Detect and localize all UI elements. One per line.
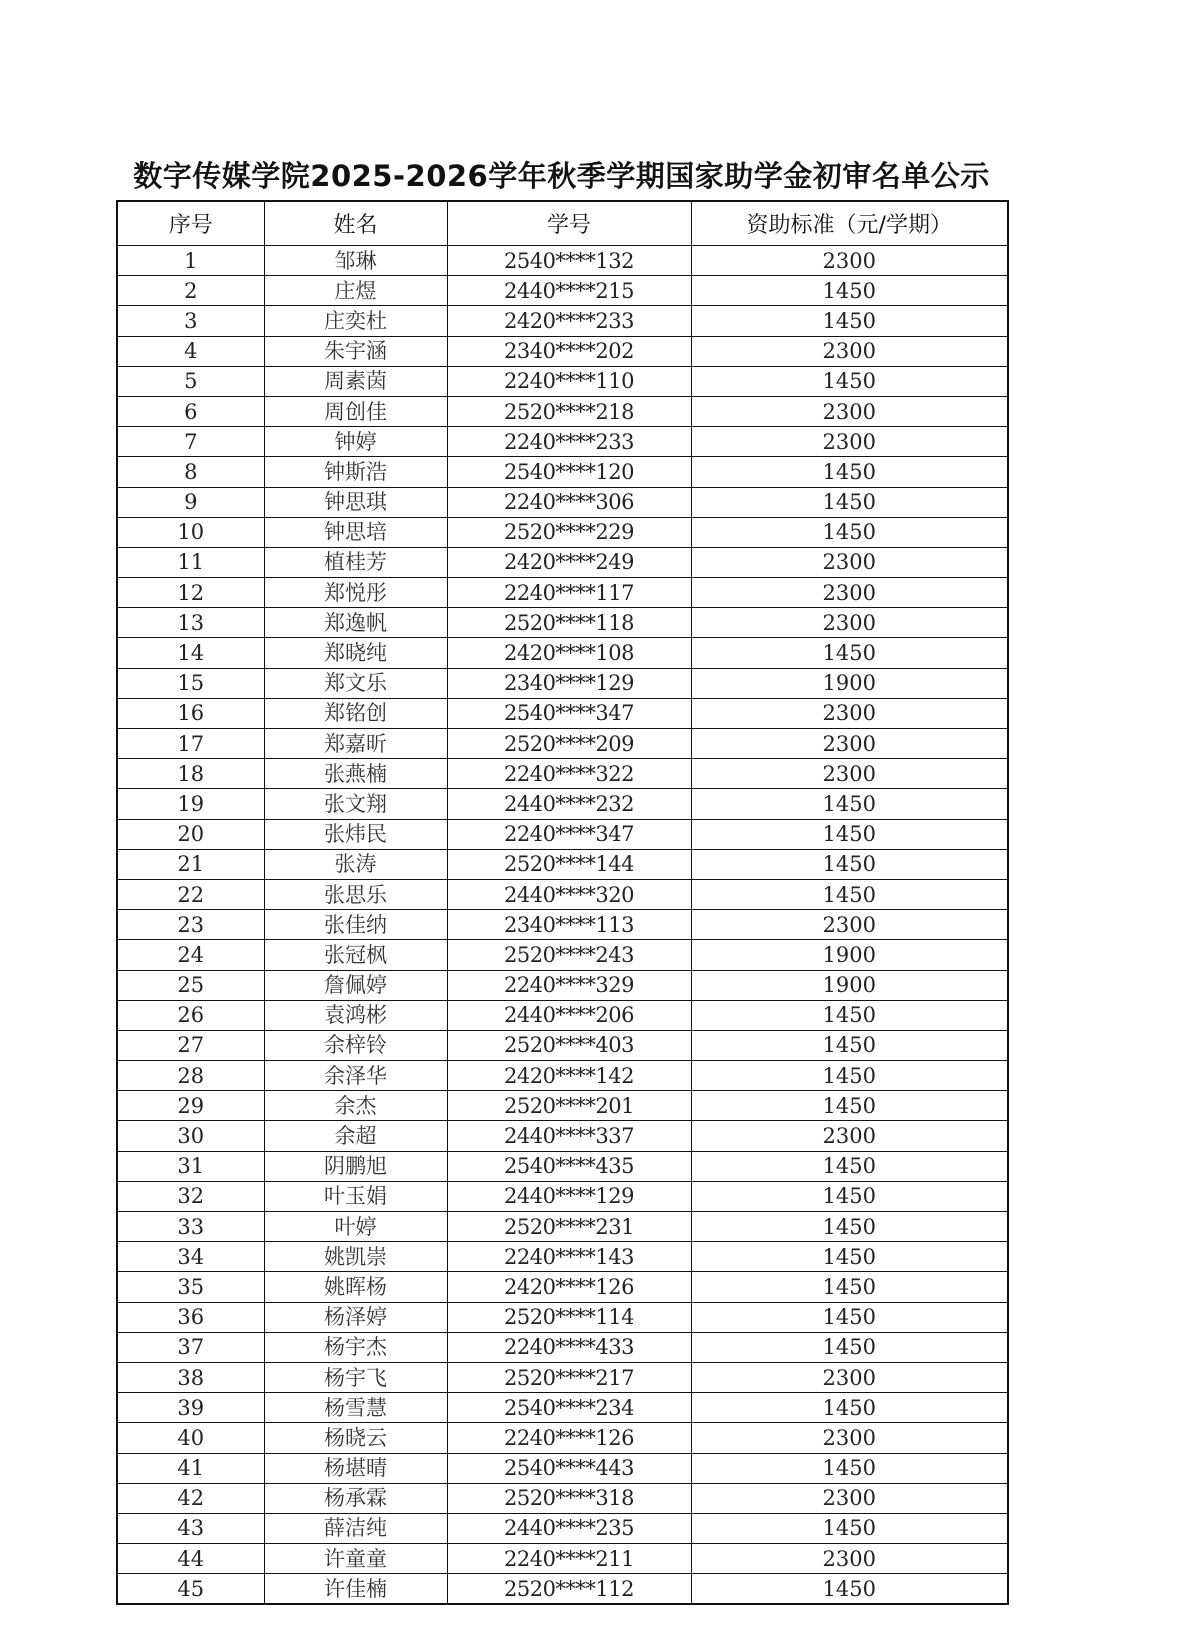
cell-name: 钟思培 [264, 517, 447, 547]
cell-student-id: 2520****318 [447, 1483, 691, 1513]
cell-index: 39 [117, 1393, 264, 1423]
cell-index: 27 [117, 1030, 264, 1060]
table-row [117, 1242, 1008, 1272]
cell-index: 24 [117, 940, 264, 970]
cell-grant-amount: 1450 [691, 1272, 1008, 1302]
cell-name: 詹佩婷 [264, 970, 447, 1000]
cell-index: 35 [117, 1272, 264, 1302]
cell-student-id: 2240****433 [447, 1332, 691, 1362]
cell-grant-amount: 1900 [691, 940, 1008, 970]
cell-name: 余超 [264, 1121, 447, 1151]
cell-name: 邹琳 [264, 246, 447, 276]
table-row [117, 819, 1008, 849]
table-row [117, 1000, 1008, 1030]
table-body [117, 246, 1008, 1605]
cell-grant-amount: 1450 [691, 1332, 1008, 1362]
cell-name: 许佳楠 [264, 1574, 447, 1605]
cell-student-id: 2520****144 [447, 849, 691, 879]
cell-grant-amount: 2300 [691, 336, 1008, 366]
cell-index: 13 [117, 608, 264, 638]
table-row [117, 1513, 1008, 1543]
table-row [117, 427, 1008, 457]
cell-index: 21 [117, 849, 264, 879]
cell-name: 张文翔 [264, 789, 447, 819]
table-row [117, 1061, 1008, 1091]
cell-grant-amount: 1450 [691, 1212, 1008, 1242]
cell-index: 16 [117, 698, 264, 728]
cell-grant-amount: 1450 [691, 1302, 1008, 1332]
cell-grant-amount: 1450 [691, 1000, 1008, 1030]
cell-index: 45 [117, 1574, 264, 1605]
cell-index: 44 [117, 1544, 264, 1574]
cell-name: 钟婷 [264, 427, 447, 457]
table-row [117, 366, 1008, 396]
cell-student-id: 2440****320 [447, 879, 691, 909]
cell-student-id: 2240****233 [447, 427, 691, 457]
cell-student-id: 2340****113 [447, 910, 691, 940]
cell-name: 叶婷 [264, 1212, 447, 1242]
table-row [117, 246, 1008, 276]
header-index: 序号 [117, 201, 264, 246]
cell-name: 庄煜 [264, 276, 447, 306]
cell-name: 杨雪慧 [264, 1393, 447, 1423]
table-row [117, 1544, 1008, 1574]
header-row [117, 201, 1008, 246]
cell-student-id: 2340****202 [447, 336, 691, 366]
cell-name: 杨宇杰 [264, 1332, 447, 1362]
cell-grant-amount: 2300 [691, 698, 1008, 728]
table-row [117, 1212, 1008, 1242]
cell-grant-amount: 1450 [691, 1393, 1008, 1423]
cell-index: 38 [117, 1362, 264, 1392]
cell-name: 郑文乐 [264, 668, 447, 698]
cell-name: 袁鸿彬 [264, 1000, 447, 1030]
cell-student-id: 2240****329 [447, 970, 691, 1000]
cell-index: 4 [117, 336, 264, 366]
cell-student-id: 2520****218 [447, 396, 691, 426]
cell-student-id: 2540****234 [447, 1393, 691, 1423]
table-row [117, 1453, 1008, 1483]
cell-name: 叶玉娟 [264, 1181, 447, 1211]
cell-grant-amount: 1450 [691, 638, 1008, 668]
cell-index: 12 [117, 578, 264, 608]
cell-grant-amount: 2300 [691, 1121, 1008, 1151]
cell-name: 张涛 [264, 849, 447, 879]
cell-student-id: 2240****117 [447, 578, 691, 608]
cell-student-id: 2440****129 [447, 1181, 691, 1211]
cell-index: 9 [117, 487, 264, 517]
table-row [117, 970, 1008, 1000]
cell-student-id: 2540****443 [447, 1453, 691, 1483]
table-row [117, 698, 1008, 728]
cell-grant-amount: 1450 [691, 1151, 1008, 1181]
cell-name: 郑晓纯 [264, 638, 447, 668]
table-row [117, 789, 1008, 819]
cell-index: 30 [117, 1121, 264, 1151]
cell-index: 41 [117, 1453, 264, 1483]
cell-index: 31 [117, 1151, 264, 1181]
cell-grant-amount: 1900 [691, 668, 1008, 698]
cell-index: 3 [117, 306, 264, 336]
cell-grant-amount: 1450 [691, 457, 1008, 487]
cell-grant-amount: 2300 [691, 1483, 1008, 1513]
table-row [117, 457, 1008, 487]
table-row [117, 668, 1008, 698]
table-row [117, 547, 1008, 577]
cell-grant-amount: 2300 [691, 427, 1008, 457]
table-row [117, 1272, 1008, 1302]
cell-student-id: 2420****108 [447, 638, 691, 668]
cell-index: 6 [117, 396, 264, 426]
cell-name: 余杰 [264, 1091, 447, 1121]
cell-student-id: 2440****215 [447, 276, 691, 306]
cell-index: 34 [117, 1242, 264, 1272]
cell-name: 张佳纳 [264, 910, 447, 940]
cell-student-id: 2420****142 [447, 1061, 691, 1091]
cell-student-id: 2340****129 [447, 668, 691, 698]
cell-student-id: 2540****120 [447, 457, 691, 487]
cell-name: 郑嘉昕 [264, 729, 447, 759]
cell-grant-amount: 1450 [691, 1453, 1008, 1483]
header-student-id: 学号 [447, 201, 691, 246]
cell-index: 23 [117, 910, 264, 940]
cell-grant-amount: 2300 [691, 759, 1008, 789]
cell-student-id: 2540****435 [447, 1151, 691, 1181]
table-row [117, 1302, 1008, 1332]
cell-index: 37 [117, 1332, 264, 1362]
cell-name: 钟斯浩 [264, 457, 447, 487]
cell-grant-amount: 1450 [691, 1030, 1008, 1060]
cell-student-id: 2520****231 [447, 1212, 691, 1242]
cell-name: 植桂芳 [264, 547, 447, 577]
cell-grant-amount: 1450 [691, 1061, 1008, 1091]
table-row [117, 306, 1008, 336]
table-row [117, 879, 1008, 909]
table-row [117, 1393, 1008, 1423]
cell-grant-amount: 1450 [691, 849, 1008, 879]
table-row [117, 1091, 1008, 1121]
cell-grant-amount: 2300 [691, 396, 1008, 426]
cell-index: 5 [117, 366, 264, 396]
cell-grant-amount: 2300 [691, 578, 1008, 608]
cell-name: 姚凯崇 [264, 1242, 447, 1272]
cell-name: 钟思琪 [264, 487, 447, 517]
table-row [117, 396, 1008, 426]
table-row [117, 1151, 1008, 1181]
cell-index: 8 [117, 457, 264, 487]
table-row [117, 638, 1008, 668]
cell-grant-amount: 1450 [691, 1574, 1008, 1605]
cell-index: 2 [117, 276, 264, 306]
cell-index: 42 [117, 1483, 264, 1513]
cell-index: 43 [117, 1513, 264, 1543]
grant-roster-table [116, 200, 1009, 1605]
cell-index: 7 [117, 427, 264, 457]
cell-index: 25 [117, 970, 264, 1000]
cell-student-id: 2420****126 [447, 1272, 691, 1302]
cell-name: 郑铭创 [264, 698, 447, 728]
cell-grant-amount: 1900 [691, 970, 1008, 1000]
table-row [117, 1030, 1008, 1060]
cell-grant-amount: 1450 [691, 1091, 1008, 1121]
cell-grant-amount: 2300 [691, 547, 1008, 577]
cell-student-id: 2240****322 [447, 759, 691, 789]
cell-name: 周创佳 [264, 396, 447, 426]
cell-index: 18 [117, 759, 264, 789]
cell-grant-amount: 1450 [691, 487, 1008, 517]
table-row [117, 276, 1008, 306]
cell-index: 19 [117, 789, 264, 819]
cell-name: 张炜民 [264, 819, 447, 849]
cell-index: 33 [117, 1212, 264, 1242]
cell-student-id: 2240****306 [447, 487, 691, 517]
cell-student-id: 2240****126 [447, 1423, 691, 1453]
cell-grant-amount: 2300 [691, 1544, 1008, 1574]
cell-student-id: 2520****114 [447, 1302, 691, 1332]
table-row [117, 1574, 1008, 1605]
table-row [117, 517, 1008, 547]
cell-grant-amount: 1450 [691, 1181, 1008, 1211]
table-row [117, 1362, 1008, 1392]
cell-student-id: 2520****112 [447, 1574, 691, 1605]
cell-student-id: 2520****201 [447, 1091, 691, 1121]
cell-grant-amount: 1450 [691, 789, 1008, 819]
cell-student-id: 2440****235 [447, 1513, 691, 1543]
table-row [117, 336, 1008, 366]
cell-name: 姚晖杨 [264, 1272, 447, 1302]
table-row [117, 729, 1008, 759]
cell-student-id: 2440****337 [447, 1121, 691, 1151]
cell-index: 29 [117, 1091, 264, 1121]
page-title: 数字传媒学院2025-2026学年秋季学期国家助学金初审名单公示 [133, 159, 990, 193]
cell-name: 杨宇飞 [264, 1362, 447, 1392]
cell-name: 张冠枫 [264, 940, 447, 970]
cell-student-id: 2540****347 [447, 698, 691, 728]
table-header [117, 201, 1008, 246]
table-row [117, 940, 1008, 970]
cell-index: 10 [117, 517, 264, 547]
table-row [117, 487, 1008, 517]
cell-student-id: 2420****249 [447, 547, 691, 577]
cell-grant-amount: 1450 [691, 276, 1008, 306]
cell-grant-amount: 1450 [691, 517, 1008, 547]
cell-index: 14 [117, 638, 264, 668]
cell-grant-amount: 2300 [691, 608, 1008, 638]
header-grant-amount: 资助标准（元/学期） [691, 201, 1008, 246]
table-row [117, 578, 1008, 608]
cell-index: 15 [117, 668, 264, 698]
cell-name: 庄奕杜 [264, 306, 447, 336]
table-row [117, 1181, 1008, 1211]
cell-name: 杨堪晴 [264, 1453, 447, 1483]
table-row [117, 759, 1008, 789]
cell-index: 17 [117, 729, 264, 759]
cell-name: 薛洁纯 [264, 1513, 447, 1543]
cell-grant-amount: 1450 [691, 306, 1008, 336]
cell-name: 郑悦彤 [264, 578, 447, 608]
table-row [117, 849, 1008, 879]
cell-grant-amount: 2300 [691, 910, 1008, 940]
table-row [117, 1332, 1008, 1362]
cell-grant-amount: 1450 [691, 1513, 1008, 1543]
header-name: 姓名 [264, 201, 447, 246]
cell-index: 11 [117, 547, 264, 577]
cell-grant-amount: 2300 [691, 729, 1008, 759]
cell-grant-amount: 1450 [691, 1242, 1008, 1272]
cell-name: 杨承霖 [264, 1483, 447, 1513]
cell-name: 阴鹏旭 [264, 1151, 447, 1181]
table-row [117, 1423, 1008, 1453]
cell-student-id: 2440****206 [447, 1000, 691, 1030]
cell-name: 杨泽婷 [264, 1302, 447, 1332]
cell-name: 周素茵 [264, 366, 447, 396]
cell-name: 张思乐 [264, 879, 447, 909]
cell-student-id: 2240****143 [447, 1242, 691, 1272]
cell-student-id: 2440****232 [447, 789, 691, 819]
cell-index: 22 [117, 879, 264, 909]
cell-name: 朱宇涵 [264, 336, 447, 366]
cell-student-id: 2520****209 [447, 729, 691, 759]
cell-grant-amount: 2300 [691, 1362, 1008, 1392]
cell-name: 张燕楠 [264, 759, 447, 789]
cell-index: 28 [117, 1061, 264, 1091]
cell-index: 20 [117, 819, 264, 849]
cell-student-id: 2540****132 [447, 246, 691, 276]
table-row [117, 608, 1008, 638]
table-row [117, 1483, 1008, 1513]
cell-name: 余泽华 [264, 1061, 447, 1091]
table-row [117, 910, 1008, 940]
cell-student-id: 2520****217 [447, 1362, 691, 1392]
cell-student-id: 2420****233 [447, 306, 691, 336]
cell-name: 郑逸帆 [264, 608, 447, 638]
cell-name: 余梓铃 [264, 1030, 447, 1060]
cell-grant-amount: 2300 [691, 1423, 1008, 1453]
cell-student-id: 2520****403 [447, 1030, 691, 1060]
cell-index: 26 [117, 1000, 264, 1030]
cell-name: 杨晓云 [264, 1423, 447, 1453]
cell-student-id: 2520****229 [447, 517, 691, 547]
cell-student-id: 2520****243 [447, 940, 691, 970]
cell-student-id: 2520****118 [447, 608, 691, 638]
cell-index: 36 [117, 1302, 264, 1332]
cell-student-id: 2240****110 [447, 366, 691, 396]
cell-index: 40 [117, 1423, 264, 1453]
table-row [117, 1121, 1008, 1151]
cell-student-id: 2240****211 [447, 1544, 691, 1574]
cell-grant-amount: 1450 [691, 819, 1008, 849]
cell-grant-amount: 1450 [691, 879, 1008, 909]
cell-name: 许童童 [264, 1544, 447, 1574]
cell-index: 32 [117, 1181, 264, 1211]
cell-index: 1 [117, 246, 264, 276]
cell-grant-amount: 1450 [691, 366, 1008, 396]
cell-student-id: 2240****347 [447, 819, 691, 849]
cell-grant-amount: 2300 [691, 246, 1008, 276]
